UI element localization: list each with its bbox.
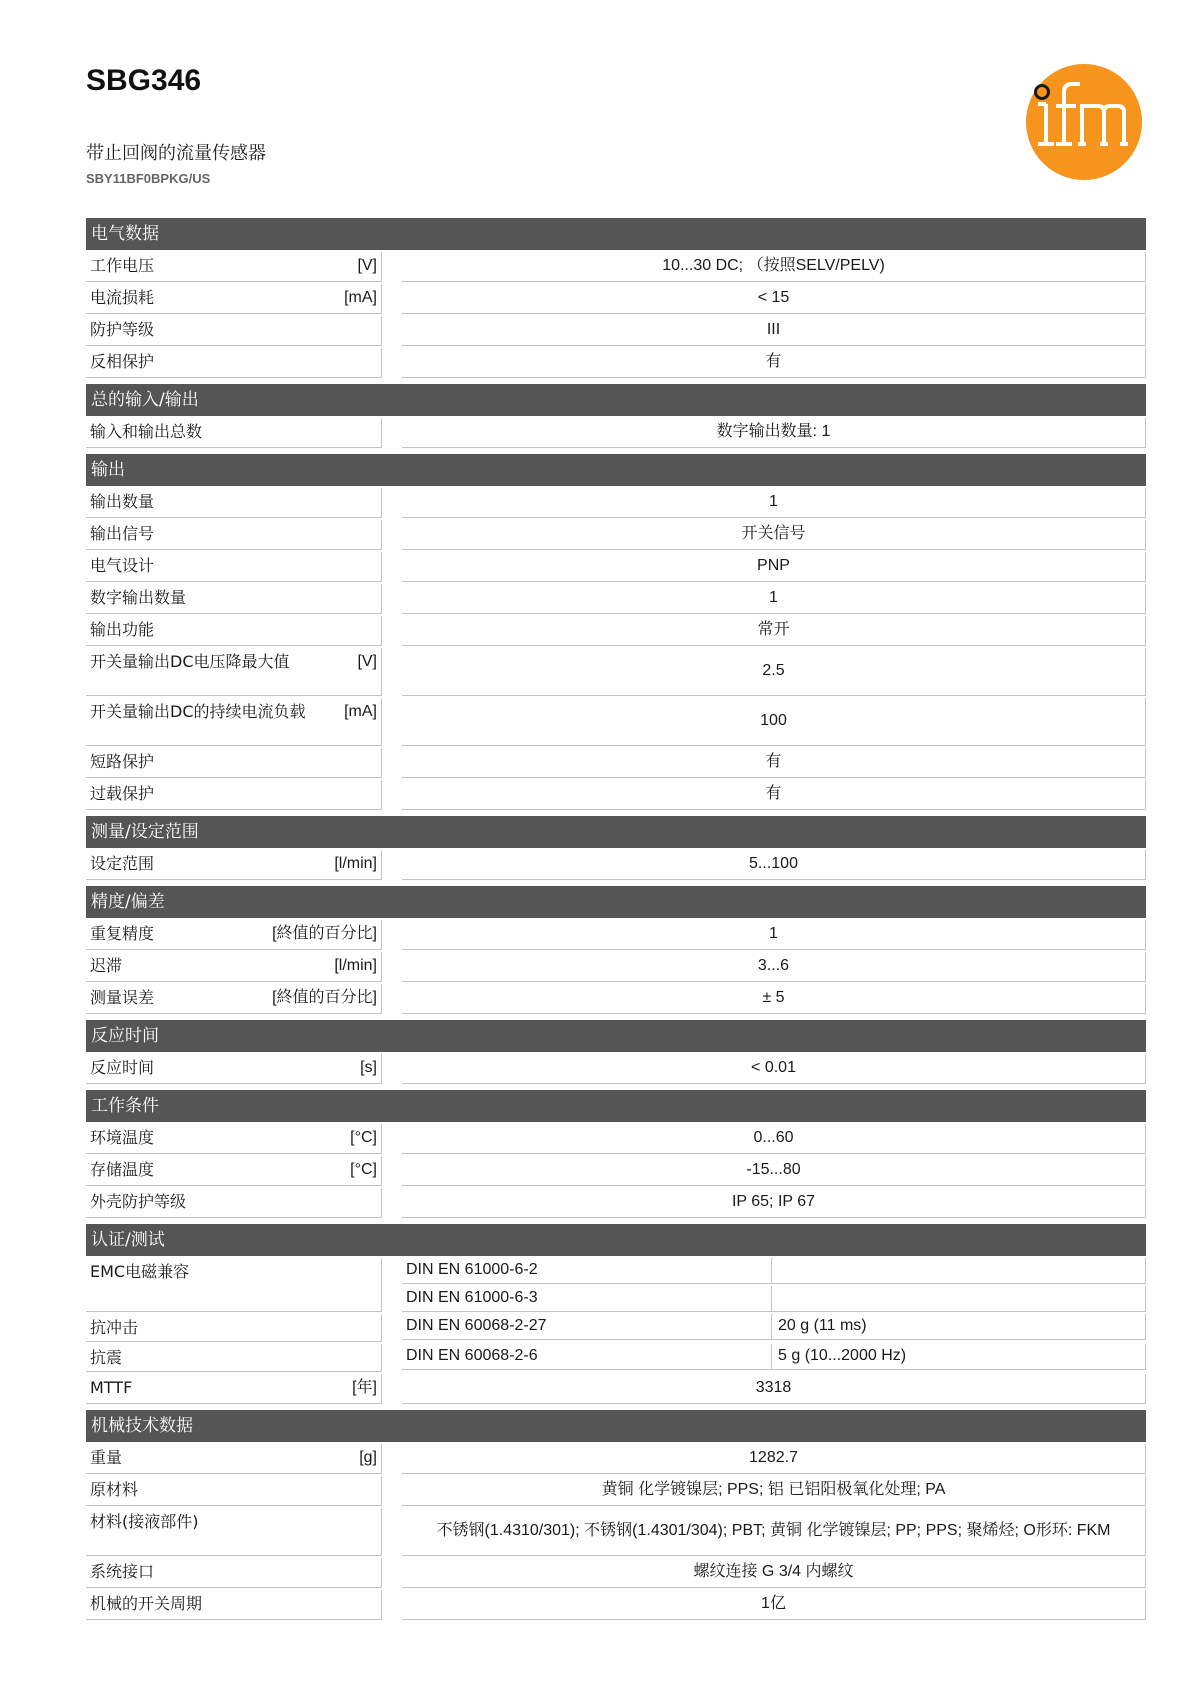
cell-gap xyxy=(382,1258,402,1312)
spec-label-cell xyxy=(86,1590,382,1620)
spec-label: 系统接口 xyxy=(90,1562,155,1581)
spec-label-cell xyxy=(86,1508,382,1556)
cert-standard: DIN EN 60068-2-27 xyxy=(402,1314,772,1340)
spec-unit: [mA] xyxy=(344,289,377,306)
spec-label-cell xyxy=(86,1374,382,1404)
cert-row xyxy=(86,1314,1146,1342)
spec-label-cell xyxy=(86,1054,382,1084)
spec-label-cell xyxy=(86,920,382,950)
spec-row xyxy=(86,780,1146,810)
spec-label: 原材料 xyxy=(90,1480,139,1499)
spec-label: 输入和输出总数 xyxy=(90,422,203,441)
spec-label-cell xyxy=(86,1558,382,1588)
spec-value: 1 xyxy=(402,584,1146,614)
spec-label: 输出功能 xyxy=(90,620,155,639)
spec-row xyxy=(86,1444,1146,1474)
section-header: 精度/偏差 xyxy=(86,886,1146,918)
spec-value: 螺纹连接 G 3/4 内螺纹 xyxy=(402,1558,1146,1588)
spec-label: 反应时间 xyxy=(90,1058,155,1077)
spec-value: 常开 xyxy=(402,616,1146,646)
cert-line xyxy=(402,1344,1146,1370)
spec-label-cell xyxy=(86,616,382,646)
cert-values xyxy=(402,1314,1146,1342)
spec-row xyxy=(86,584,1146,614)
cert-row xyxy=(86,1344,1146,1372)
cert-standard: DIN EN 60068-2-6 xyxy=(402,1344,772,1370)
product-description: 带止回阀的流量传感器 xyxy=(86,143,266,164)
cert-line xyxy=(402,1258,1146,1284)
spec-label: 反相保护 xyxy=(90,352,155,371)
section-header: 机械技术数据 xyxy=(86,1410,1146,1442)
spec-value: 1282.7 xyxy=(402,1444,1146,1474)
section-header: 输出 xyxy=(86,454,1146,486)
cell-gap xyxy=(382,552,402,582)
cell-gap xyxy=(382,850,402,880)
cert-values xyxy=(402,1344,1146,1372)
spec-unit: [g] xyxy=(359,1449,377,1466)
cert-value: 20 g (11 ms) xyxy=(772,1314,1146,1340)
spec-unit: [V] xyxy=(357,653,377,670)
spec-row xyxy=(86,1188,1146,1218)
section-header: 工作条件 xyxy=(86,1090,1146,1122)
section-header: 认证/测试 xyxy=(86,1224,1146,1256)
spec-label-cell xyxy=(86,520,382,550)
spec-label: 重量 xyxy=(90,1448,123,1467)
spec-row xyxy=(86,1508,1146,1556)
article-number: SBY11BF0BPKG/US xyxy=(86,171,211,186)
spec-label: 输出数量 xyxy=(90,492,155,511)
spec-value: 有 xyxy=(402,780,1146,810)
spec-row xyxy=(86,418,1146,448)
spec-label-cell xyxy=(86,284,382,314)
spec-label-cell xyxy=(86,1124,382,1154)
cert-standard: DIN EN 61000-6-3 xyxy=(402,1286,772,1312)
spec-row xyxy=(86,552,1146,582)
cell-gap xyxy=(382,316,402,346)
cert-label: 抗震 xyxy=(86,1344,382,1372)
cell-gap xyxy=(382,584,402,614)
section-header: 反应时间 xyxy=(86,1020,1146,1052)
spec-value: 100 xyxy=(402,698,1146,746)
spec-unit: [mA] xyxy=(344,703,377,720)
spec-value: 0...60 xyxy=(402,1124,1146,1154)
spec-label-cell xyxy=(86,850,382,880)
spec-unit: [終值的百分比] xyxy=(272,925,377,942)
cell-gap xyxy=(382,1314,402,1342)
spec-label: 输出信号 xyxy=(90,524,155,543)
section-header: 测量/设定范围 xyxy=(86,816,1146,848)
cell-gap xyxy=(382,1188,402,1218)
spec-label-cell xyxy=(86,316,382,346)
cert-value xyxy=(772,1286,1146,1312)
section-header: 电气数据 xyxy=(86,218,1146,250)
cell-gap xyxy=(382,1054,402,1084)
spec-value: 有 xyxy=(402,348,1146,378)
cert-values xyxy=(402,1258,1146,1312)
spec-label-cell xyxy=(86,1156,382,1186)
spec-value: 3318 xyxy=(402,1374,1146,1404)
cert-standard: DIN EN 61000-6-2 xyxy=(402,1258,772,1284)
spec-row xyxy=(86,1374,1146,1404)
spec-label-cell xyxy=(86,552,382,582)
spec-label-cell xyxy=(86,1188,382,1218)
spec-value: 1 xyxy=(402,488,1146,518)
spec-label: 防护等级 xyxy=(90,320,155,339)
cell-gap xyxy=(382,952,402,982)
cell-gap xyxy=(382,648,402,696)
spec-row xyxy=(86,748,1146,778)
spec-row xyxy=(86,1124,1146,1154)
spec-row xyxy=(86,520,1146,550)
spec-value: < 15 xyxy=(402,284,1146,314)
cert-label: 抗冲击 xyxy=(86,1314,382,1342)
spec-label-cell xyxy=(86,418,382,448)
spec-unit: [°C] xyxy=(350,1161,377,1178)
spec-label-cell xyxy=(86,252,382,282)
spec-row xyxy=(86,920,1146,950)
ifm-logo xyxy=(1024,62,1144,182)
cert-row xyxy=(86,1258,1146,1312)
spec-label-cell xyxy=(86,698,382,746)
spec-label-cell xyxy=(86,1444,382,1474)
spec-unit: [終值的百分比] xyxy=(272,989,377,1006)
spec-value: 数字输出数量: 1 xyxy=(402,418,1146,448)
cell-gap xyxy=(382,1124,402,1154)
cell-gap xyxy=(382,1444,402,1474)
spec-label: 开关量输出DC电压降最大值 xyxy=(90,652,290,671)
spec-value: ± 5 xyxy=(402,984,1146,1014)
spec-row xyxy=(86,648,1146,696)
spec-unit: [l/min] xyxy=(334,957,377,974)
cert-label: EMC电磁兼容 xyxy=(86,1258,382,1312)
spec-label: 过载保护 xyxy=(90,784,155,803)
spec-value: 有 xyxy=(402,748,1146,778)
spec-label-cell xyxy=(86,952,382,982)
spec-unit: [年] xyxy=(352,1379,377,1396)
cell-gap xyxy=(382,520,402,550)
spec-label: 环境温度 xyxy=(90,1128,155,1147)
spec-value: 1 xyxy=(402,920,1146,950)
cert-line xyxy=(402,1314,1146,1340)
spec-value: 3...6 xyxy=(402,952,1146,982)
cell-gap xyxy=(382,1508,402,1556)
spec-label: 存储温度 xyxy=(90,1160,155,1179)
spec-label: 设定范围 xyxy=(90,854,155,873)
spec-label-cell xyxy=(86,984,382,1014)
spec-unit: [l/min] xyxy=(334,855,377,872)
spec-row xyxy=(86,348,1146,378)
cell-gap xyxy=(382,616,402,646)
cell-gap xyxy=(382,1558,402,1588)
cell-gap xyxy=(382,418,402,448)
spec-value: PNP xyxy=(402,552,1146,582)
spec-unit: [°C] xyxy=(350,1129,377,1146)
spec-label: 测量误差 xyxy=(90,988,155,1007)
product-code: SBG346 xyxy=(86,64,202,97)
spec-row xyxy=(86,952,1146,982)
spec-row xyxy=(86,1558,1146,1588)
cell-gap xyxy=(382,1156,402,1186)
spec-row xyxy=(86,316,1146,346)
spec-label: 迟滞 xyxy=(90,956,123,975)
spec-label-cell xyxy=(86,648,382,696)
cell-gap xyxy=(382,252,402,282)
cell-gap xyxy=(382,1344,402,1372)
spec-label-cell xyxy=(86,488,382,518)
cell-gap xyxy=(382,1476,402,1506)
cell-gap xyxy=(382,984,402,1014)
spec-value: < 0.01 xyxy=(402,1054,1146,1084)
cell-gap xyxy=(382,1374,402,1404)
spec-row xyxy=(86,1156,1146,1186)
spec-label-cell xyxy=(86,780,382,810)
spec-row xyxy=(86,252,1146,282)
spec-row xyxy=(86,488,1146,518)
spec-label-cell xyxy=(86,1476,382,1506)
spec-label: 机械的开关周期 xyxy=(90,1594,203,1613)
cert-value xyxy=(772,1258,1146,1284)
spec-value: 5...100 xyxy=(402,850,1146,880)
spec-label-cell xyxy=(86,584,382,614)
spec-unit: [V] xyxy=(357,257,377,274)
spec-label: 工作电压 xyxy=(90,256,155,275)
spec-label: 外壳防护等级 xyxy=(90,1192,187,1211)
spec-row xyxy=(86,698,1146,746)
section-header: 总的输入/输出 xyxy=(86,384,1146,416)
spec-value: 黄铜 化学镀镍层; PPS; 铝 已铝阳极氧化处理; PA xyxy=(402,1476,1146,1506)
spec-row xyxy=(86,850,1146,880)
spec-label: 重复精度 xyxy=(90,924,155,943)
spec-row xyxy=(86,1476,1146,1506)
spec-value: 开关信号 xyxy=(402,520,1146,550)
spec-label: 电气设计 xyxy=(90,556,155,575)
cell-gap xyxy=(382,1590,402,1620)
spec-label: 开关量输出DC的持续电流负载 xyxy=(90,702,306,721)
spec-label-cell xyxy=(86,348,382,378)
spec-value: III xyxy=(402,316,1146,346)
spec-row xyxy=(86,984,1146,1014)
cell-gap xyxy=(382,698,402,746)
cert-line xyxy=(402,1286,1146,1312)
spec-value: 不锈钢(1.4310/301); 不锈钢(1.4301/304); PBT; 黄铜 化学镀镍层; PP; PPS; 聚烯烃; O形环: FKM xyxy=(402,1508,1146,1556)
document-header xyxy=(86,0,1146,215)
cell-gap xyxy=(382,780,402,810)
spec-value: 1亿 xyxy=(402,1590,1146,1620)
cell-gap xyxy=(382,920,402,950)
spec-row xyxy=(86,616,1146,646)
spec-label: 电流损耗 xyxy=(90,288,155,307)
spec-row xyxy=(86,1054,1146,1084)
spec-row xyxy=(86,1590,1146,1620)
spec-unit: [s] xyxy=(360,1059,377,1076)
spec-label: 数字输出数量 xyxy=(90,588,187,607)
specification-table xyxy=(86,218,1146,1620)
cell-gap xyxy=(382,348,402,378)
spec-label-cell xyxy=(86,748,382,778)
cell-gap xyxy=(382,284,402,314)
spec-value: 10...30 DC; （按照SELV/PELV) xyxy=(402,252,1146,282)
spec-value: -15...80 xyxy=(402,1156,1146,1186)
cell-gap xyxy=(382,488,402,518)
cert-value: 5 g (10...2000 Hz) xyxy=(772,1344,1146,1370)
spec-value: IP 65; IP 67 xyxy=(402,1188,1146,1218)
spec-label: 短路保护 xyxy=(90,752,155,771)
cell-gap xyxy=(382,748,402,778)
spec-value: 2.5 xyxy=(402,648,1146,696)
spec-label: MTTF xyxy=(90,1378,133,1397)
spec-label: 材料(接液部件) xyxy=(90,1512,199,1531)
spec-row xyxy=(86,284,1146,314)
